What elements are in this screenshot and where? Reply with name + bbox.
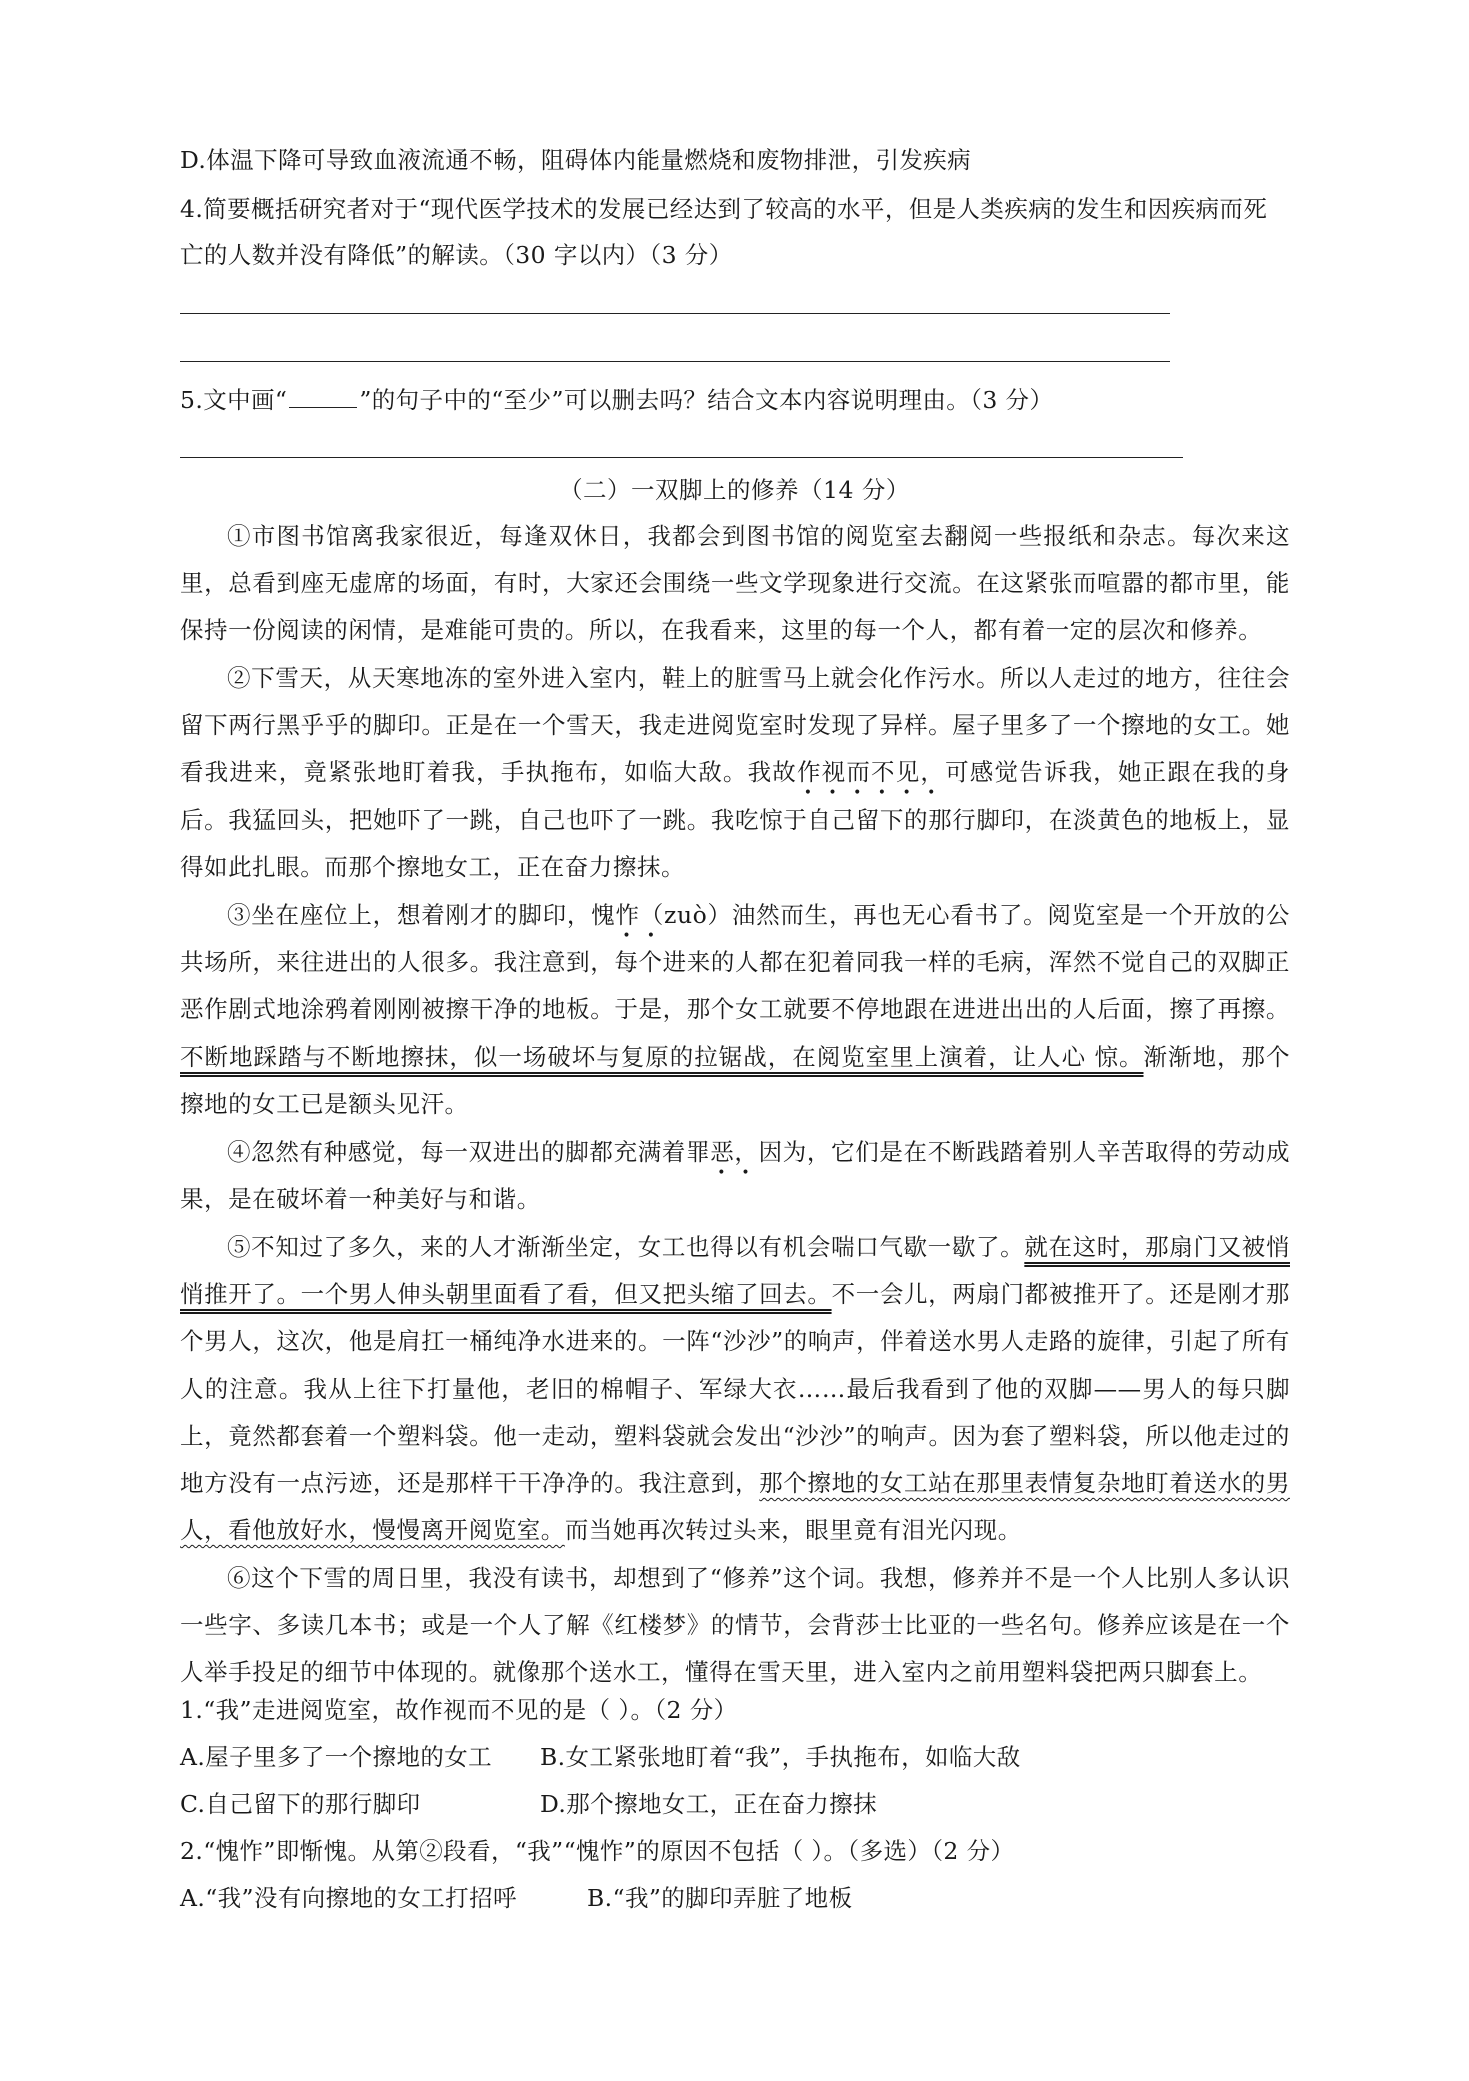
p4-text-a: ④忽然有种感觉，每一双进出的脚都充满着 (227, 1138, 687, 1166)
passage-paragraph-2 (180, 655, 1290, 891)
p4-text-b: ，因为，它们是在不断践踏着别人辛苦取得的劳动成果，是在破坏着一种美好与和谐。 (180, 1138, 1290, 1214)
dotted-char: 而 (846, 758, 872, 787)
q3-option-d: D.体温下降可导致血液流通不畅，阻碍体内能量燃烧和废物排泄，引发疾病 (180, 146, 972, 174)
p5-text-a: ⑤不知过了多久，来的人才渐渐坐定，女工也得以有机会喘口气歇一歇了。 (227, 1233, 1025, 1261)
q4-stem-line2: 亡的人数并没有降低”的解读。（30 字以内）（3 分） (180, 241, 733, 269)
wavy-underlined-sentence: 那个擦地的女工站在那里表情复杂地盯着送水的男人，看他放好水，慢慢离开阅览室。 (180, 1469, 1290, 1545)
mc1-stem: 1.“我”走进阅览室，故作视而不见的是（ ）。（2 分） (180, 1696, 738, 1724)
dotted-char: 愧 (591, 901, 616, 929)
dotted-char: 不 (871, 758, 896, 787)
q5-blank-marker (289, 387, 357, 408)
q5-stem-after: ”的句子中的“至少”可以删去吗？结合文本内容说明理由。（3 分） (359, 386, 1054, 414)
passage-paragraph-3 (180, 892, 1290, 1128)
passage-paragraph-4 (180, 1129, 1290, 1223)
q4-stem-line1: 4.简要概括研究者对于“现代医学技术的发展已经达到了较高的水平，但是人类疾病的发生和因疾病而死 (180, 195, 1268, 223)
dotted-char: 恶 (710, 1138, 735, 1166)
p5-text-c: 而当她再次转过头来，眼里竟有泪光闪现。 (564, 1516, 1022, 1545)
mc2-option-a[interactable]: A.“我”没有向擦地的女工打招呼 (180, 1884, 517, 1912)
q4-answer-line-2[interactable] (180, 361, 1170, 362)
underlined-sentence-1: 就在这时，那扇门又被悄悄推开了。一个男人伸头朝里面看了看，但又把头缩了回去。 (180, 1233, 1290, 1309)
q5-stem-before: 5.文中画“ (180, 386, 288, 414)
mc1-option-b[interactable]: B.女工紧张地盯着“我”，手执拖布，如临大敌 (540, 1743, 1021, 1771)
mc2-stem: 2.“愧怍”即惭愧。从第②段看，“我”“愧怍”的原因不包括（ ）。（多选）（2 分） (180, 1837, 1015, 1865)
p2-text-c: ，可感觉告诉我，她正跟在我的身后。我猛回头，把她吓了一跳，自己也吓了一跳。我吃惊于自己留下的那行脚印，在淡黄色的地板上，显得如此扎眼。而那个擦地女工，正在奋力擦抹。 (180, 758, 1290, 881)
p3-text-c: 渐渐地，那个擦地的女工已是额头见汗。 (180, 1042, 1290, 1118)
passage-paragraph-6: ⑥这个下雪的周日里，我没有读书，却想到了“修养”这个词。我想，修养并不是一个人比别人多认识一些字、多读几本书；或是一个人了解《红楼梦》的情节，会背莎士比亚的一些名句。修养应该是在一个人举手投足的细节中体现的。就像那个送水工，懂得在雪天里，进入室内之前用塑料袋把两只脚套上。 (180, 1564, 1290, 1687)
q4-answer-line-1[interactable] (180, 313, 1170, 314)
p3-text-a: ③坐在座位上，想着刚才的脚印， (227, 901, 592, 929)
dotted-char: 见 (895, 758, 921, 787)
double-underlined-sentence: 不断地踩踏与不断地擦抹，似一场破坏与复原的拉锯战，在阅览室里上演着，让人心 惊。 (180, 1042, 1144, 1071)
dotted-char: 故 (772, 758, 797, 787)
mc2-option-b[interactable]: B.“我”的脚印弄脏了地板 (587, 1884, 853, 1912)
dotted-char: 罪 (686, 1138, 711, 1166)
p2-text-a: ②下雪天，从天寒地冻的室外进入室内，鞋上的脏雪马上就会化作污水。所以人走过的地方，往往会留下两行黑乎乎的脚印。正是在一个雪天，我走进阅览室时发现了异样。屋子里多了一个擦地的女工。她看我进来，竟紧张地盯着我，手执拖布，如临大敌。我 (180, 664, 1290, 787)
mc1-option-d[interactable]: D.那个擦地女工，正在奋力擦抹 (540, 1790, 877, 1818)
mc1-option-a[interactable]: A.屋子里多了一个擦地的女工 (180, 1743, 493, 1771)
dotted-char: 视 (821, 758, 847, 787)
section-title: （二）一双脚上的修养（14 分） (559, 476, 910, 504)
passage-paragraph-1: ①市图书馆离我家很近，每逢双休日，我都会到图书馆的阅览室去翻阅一些报纸和杂志。每次来这里，总看到座无虚席的场面，有时，大家还会围绕一些文学现象进行交流。在这紧张而喧嚣的都市里，能保持一份阅读的闲情，是难能可贵的。所以，在我看来，这里的每一个人，都有着一定的层次和修养。 (180, 522, 1290, 645)
mc1-option-c[interactable]: C.自己留下的那行脚印 (180, 1790, 421, 1818)
p5-text-b: 不一会儿，两扇门都被推开了。还是刚才那个男人，这次，他是肩扛一桶纯净水进来的。一阵“沙沙”的响声，伴着送水男人走路的旋律，引起了所有人的注意。我从上往下打量他，老旧的棉帽子、军绿大衣……最后我看到了他的双脚——男人的每只脚上，竟然都套着一个塑料袋。他一走动，塑料袋就会发出“沙沙”的响声。因为套了塑料袋，所以他走过的地方没有一点污迹，还是那样干干净净的。我注意到， (180, 1280, 1290, 1498)
p3-text-b: （zuò）油然而生，再也无心看书了。阅览室是一个开放的公共场所，来往进出的人很多。我注意到，每个进来的人都在犯着同我一样的毛病，浑然不觉自己的双脚正恶作剧式地涂鸦着刚刚被擦干净的地板。于是，那个女工就要不停地跟在进进出出的人后面，擦了再擦。 (180, 901, 1290, 1024)
dotted-char: 怍 (615, 901, 640, 929)
dotted-char: 作 (796, 758, 822, 787)
passage-paragraph-5 (180, 1224, 1290, 1554)
q5-answer-line[interactable] (180, 457, 1183, 458)
q5-stem (180, 383, 1053, 417)
